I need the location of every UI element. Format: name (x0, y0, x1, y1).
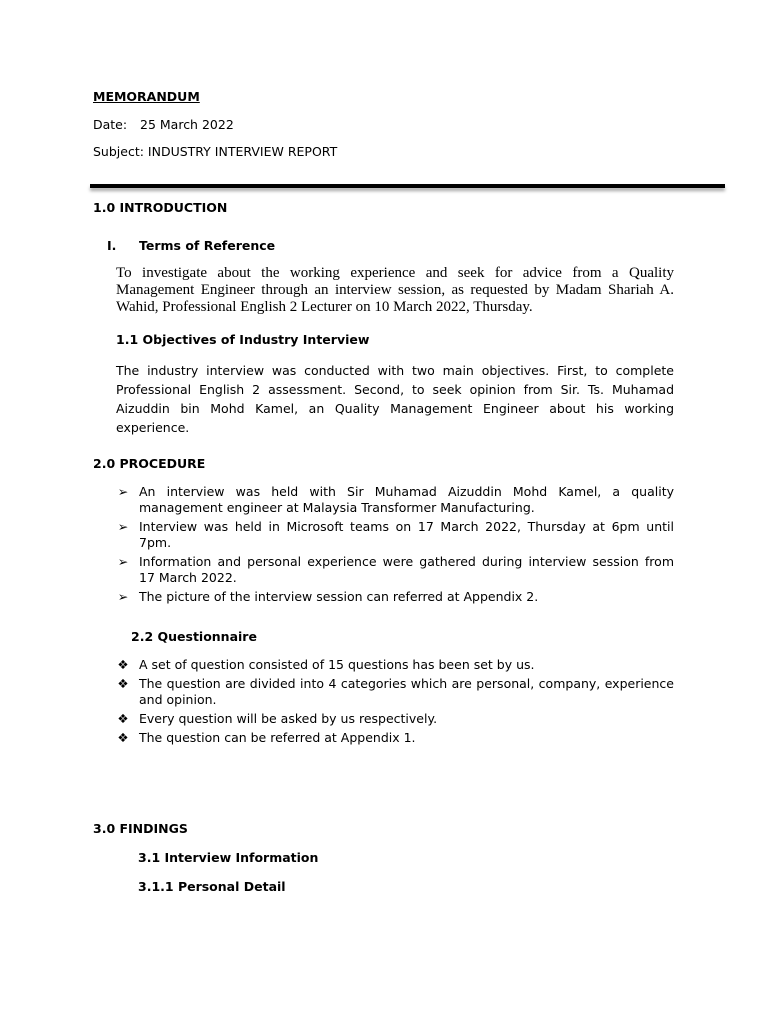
arrow-bullet-icon: ➢ (117, 519, 129, 534)
questionnaire-item-text: Every question will be asked by us respectively. (139, 711, 438, 726)
questionnaire-item-text: The question are divided into 4 categories which are personal, company, experience and opinion. (139, 676, 674, 707)
diamond-bullet-icon: ❖ (117, 711, 129, 726)
questionnaire-list (116, 657, 674, 749)
list-item (116, 554, 674, 586)
memo-heading: MEMORANDUM (93, 89, 200, 104)
list-item (116, 657, 674, 673)
procedure-item-text: The picture of the interview session can referred at Appendix 2. (139, 589, 539, 604)
subject-line: Subject: INDUSTRY INTERVIEW REPORT (93, 144, 338, 159)
objectives-title: 1.1 Objectives of Industry Interview (116, 332, 370, 347)
questionnaire-title: 2.2 Questionnaire (131, 629, 257, 644)
list-item (116, 711, 674, 727)
date-label: Date: (93, 117, 128, 132)
procedure-item-text: Interview was held in Microsoft teams on 17 March 2022, Thursday at 6pm until 7pm. (139, 519, 674, 550)
interview-info-title: 3.1 Interview Information (138, 850, 319, 865)
objectives-body-text: The industry interview was conducted with two main objectives. First, to complete Professional English 2 assessment. Second, to seek opinion from Sir. Ts. Muhamad Aizuddin bin Mohd Kamel, an Quality Management Engineer about his working experience. (116, 363, 674, 435)
diamond-bullet-icon: ❖ (117, 676, 129, 691)
procedure-title: 2.0 PROCEDURE (93, 456, 206, 471)
header-divider (90, 184, 725, 188)
findings-title: 3.0 FINDINGS (93, 821, 188, 836)
arrow-bullet-icon: ➢ (117, 554, 129, 569)
procedure-item-text: An interview was held with Sir Muhamad Aizuddin Mohd Kamel, a quality management engineer at Malaysia Transformer Manufacturing. (139, 484, 674, 515)
personal-detail-title: 3.1.1 Personal Detail (138, 879, 286, 894)
list-item (116, 676, 674, 708)
procedure-list (116, 484, 674, 608)
date-value: 25 March 2022 (140, 117, 234, 132)
list-item (116, 589, 674, 605)
list-item (116, 519, 674, 551)
terms-number: I. (107, 238, 117, 253)
diamond-bullet-icon: ❖ (117, 657, 129, 672)
intro-title: 1.0 INTRODUCTION (93, 200, 228, 215)
terms-body (116, 265, 674, 316)
procedure-item-text: Information and personal experience were gathered during interview session from 17 March 2022. (139, 554, 674, 585)
list-item (116, 730, 674, 746)
diamond-bullet-icon: ❖ (117, 730, 129, 745)
terms-title: Terms of Reference (139, 238, 276, 253)
questionnaire-item-text: A set of question consisted of 15 questions has been set by us. (139, 657, 535, 672)
list-item (116, 484, 674, 516)
objectives-body (116, 361, 674, 437)
arrow-bullet-icon: ➢ (117, 484, 129, 499)
arrow-bullet-icon: ➢ (117, 589, 129, 604)
questionnaire-item-text: The question can be referred at Appendix 1. (139, 730, 416, 745)
terms-body-text: To investigate about the working experience and seek for advice from a Quality Management Engineer through an interview session, as requested by Madam Shariah A. Wahid, Professional English 2 Lecturer on 10 March 2022, Thursday. (116, 265, 674, 315)
